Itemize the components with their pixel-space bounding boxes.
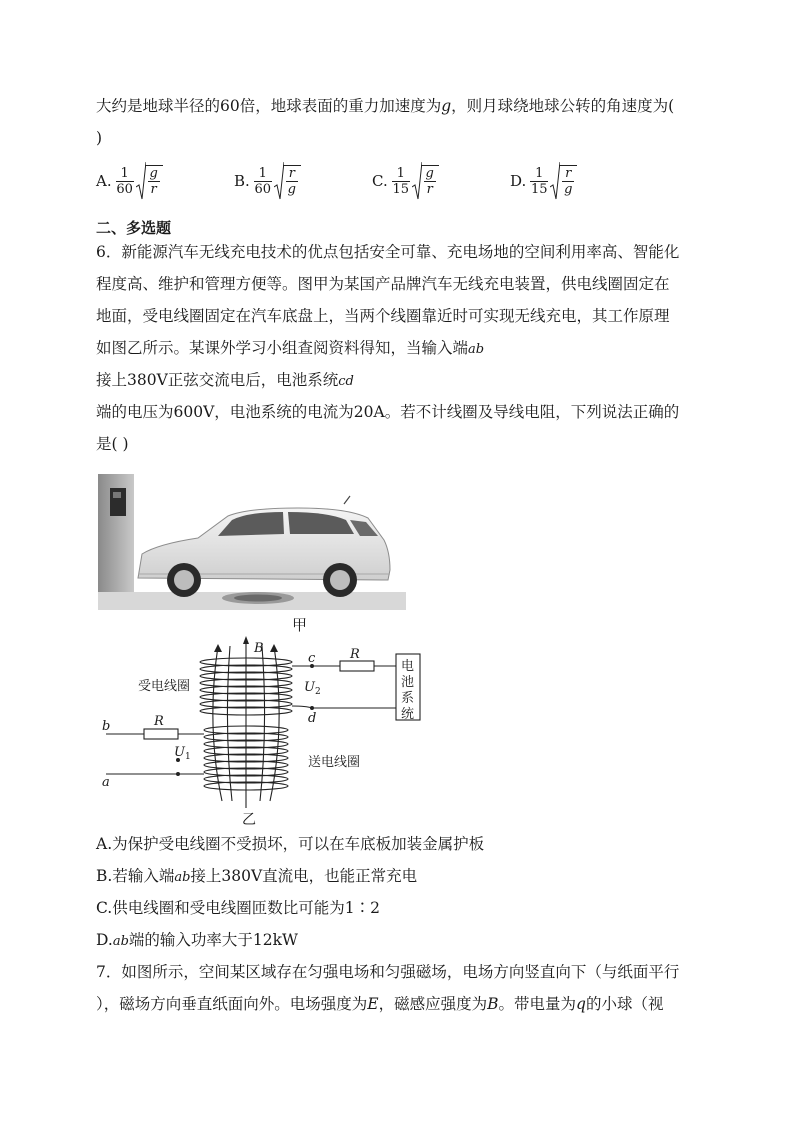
radicand-numerator: r bbox=[565, 166, 572, 181]
q6-line4: 如图乙所示。某课外学习小组查阅资料得知，当输入端ab bbox=[96, 339, 485, 357]
coefficient-fraction bbox=[116, 166, 134, 197]
q7-line1: 7．如图所示，空间某区域存在匀强电场和匀强磁场，电场方向竖直向下（与纸面平行 bbox=[96, 963, 680, 981]
option-letter: B. bbox=[234, 172, 250, 190]
battery-char-2: 池 bbox=[401, 675, 415, 690]
q5-option-1 bbox=[234, 158, 301, 204]
label-U1: U bbox=[174, 745, 185, 760]
radicand-numerator: r bbox=[288, 166, 295, 181]
car-charging-photo bbox=[98, 474, 406, 610]
wireless-charging-diagram bbox=[96, 636, 432, 826]
section-title: 二、多选题 bbox=[96, 219, 172, 237]
label-b: b bbox=[102, 719, 111, 734]
q6-line3: 地面，受电线圈固定在汽车底盘上，当两个线圈靠近时可实现无线充电，其工作原理 bbox=[96, 307, 670, 325]
label-R-left: R bbox=[154, 714, 164, 729]
coef-numerator: 1 bbox=[535, 165, 544, 181]
label-a: a bbox=[102, 775, 110, 790]
q5-option-0 bbox=[96, 158, 163, 204]
battery-char-3: 系 bbox=[401, 691, 415, 706]
radicand-denominator: g bbox=[564, 182, 573, 197]
radicand-denominator: g bbox=[287, 182, 296, 197]
label-U1-sub: 1 bbox=[185, 752, 191, 762]
label-R-top: R bbox=[350, 647, 360, 662]
q5-text-line1: 大约是地球半径的60倍，地球表面的重力加速度为g，则月球绕地球公转的角速度为( bbox=[96, 97, 675, 115]
coef-denominator: 60 bbox=[254, 181, 272, 197]
battery-char-1: 电 bbox=[401, 659, 415, 674]
radicand-fraction bbox=[145, 165, 163, 197]
figure-jia-label: 甲 bbox=[292, 616, 308, 634]
coefficient-fraction bbox=[392, 166, 410, 197]
label-d: d bbox=[308, 711, 317, 726]
q5-text-line2: ) bbox=[96, 129, 103, 147]
q5-option-2 bbox=[372, 158, 439, 204]
coef-numerator: 1 bbox=[396, 165, 405, 181]
label-sending-coil: 送电线圈 bbox=[308, 755, 361, 770]
battery-char-4: 统 bbox=[401, 707, 415, 722]
sqrt-symbol bbox=[412, 161, 439, 201]
radicand-numerator: g bbox=[425, 166, 434, 181]
q7-line2: ），磁场方向垂直纸面向外。电场强度为E，磁感应强度为B。带电量为q的小球（视 bbox=[96, 995, 664, 1013]
q6-option-A: A.为保护受电线圈不受损坏，可以在车底板加装金属护板 bbox=[96, 835, 485, 853]
option-letter: A. bbox=[96, 172, 112, 190]
coefficient-fraction bbox=[530, 166, 548, 197]
coefficient-fraction bbox=[254, 166, 272, 197]
q6-line5: 接上380V正弦交流电后，电池系统cd bbox=[96, 371, 354, 389]
q5-option-3 bbox=[510, 158, 577, 204]
sqrt-symbol bbox=[136, 161, 163, 201]
label-U2: U bbox=[304, 680, 315, 695]
radicand-numerator: g bbox=[149, 166, 158, 181]
radicand-denominator: r bbox=[426, 182, 433, 197]
label-c: c bbox=[308, 651, 316, 666]
q6-line6: 端的电压为600V，电池系统的电流为20A。若不计线圈及导线电阻，下列说法正确的 bbox=[96, 403, 680, 421]
q6-option-C: C.供电线圈和受电线圈匝数比可能为1∶2 bbox=[96, 899, 380, 917]
q6-line2: 程度高、维护和管理方便等。图甲为某国产品牌汽车无线充电装置，供电线圈固定在 bbox=[96, 275, 670, 293]
q6-option-D: D.ab端的输入功率大于12kW bbox=[96, 931, 298, 949]
radicand-fraction bbox=[559, 165, 577, 197]
sqrt-symbol bbox=[274, 161, 301, 201]
coef-denominator: 60 bbox=[116, 181, 133, 197]
option-letter: C. bbox=[372, 172, 388, 190]
coef-denominator: 15 bbox=[392, 181, 409, 197]
q6-option-B: B.若输入端ab接上380V直流电，也能正常充电 bbox=[96, 867, 418, 885]
label-receiving-coil: 受电线圈 bbox=[138, 679, 191, 694]
coef-denominator: 15 bbox=[530, 181, 548, 197]
option-letter: D. bbox=[510, 172, 527, 190]
radicand-fraction bbox=[283, 165, 301, 197]
q5-options bbox=[96, 158, 616, 204]
q6-line1: 6．新能源汽车无线充电技术的优点包括安全可靠、充电场地的空间利用率高、智能化 bbox=[96, 243, 680, 261]
sqrt-symbol bbox=[550, 161, 577, 201]
label-B: B bbox=[254, 641, 264, 656]
coef-numerator: 1 bbox=[120, 165, 129, 181]
coef-numerator: 1 bbox=[258, 165, 267, 181]
radicand-fraction bbox=[421, 165, 439, 197]
label-U2-sub: 2 bbox=[315, 687, 321, 697]
q6-line7: 是( ) bbox=[96, 435, 129, 453]
figure-yi-label: 乙 bbox=[242, 812, 256, 826]
radicand-denominator: r bbox=[150, 182, 157, 197]
